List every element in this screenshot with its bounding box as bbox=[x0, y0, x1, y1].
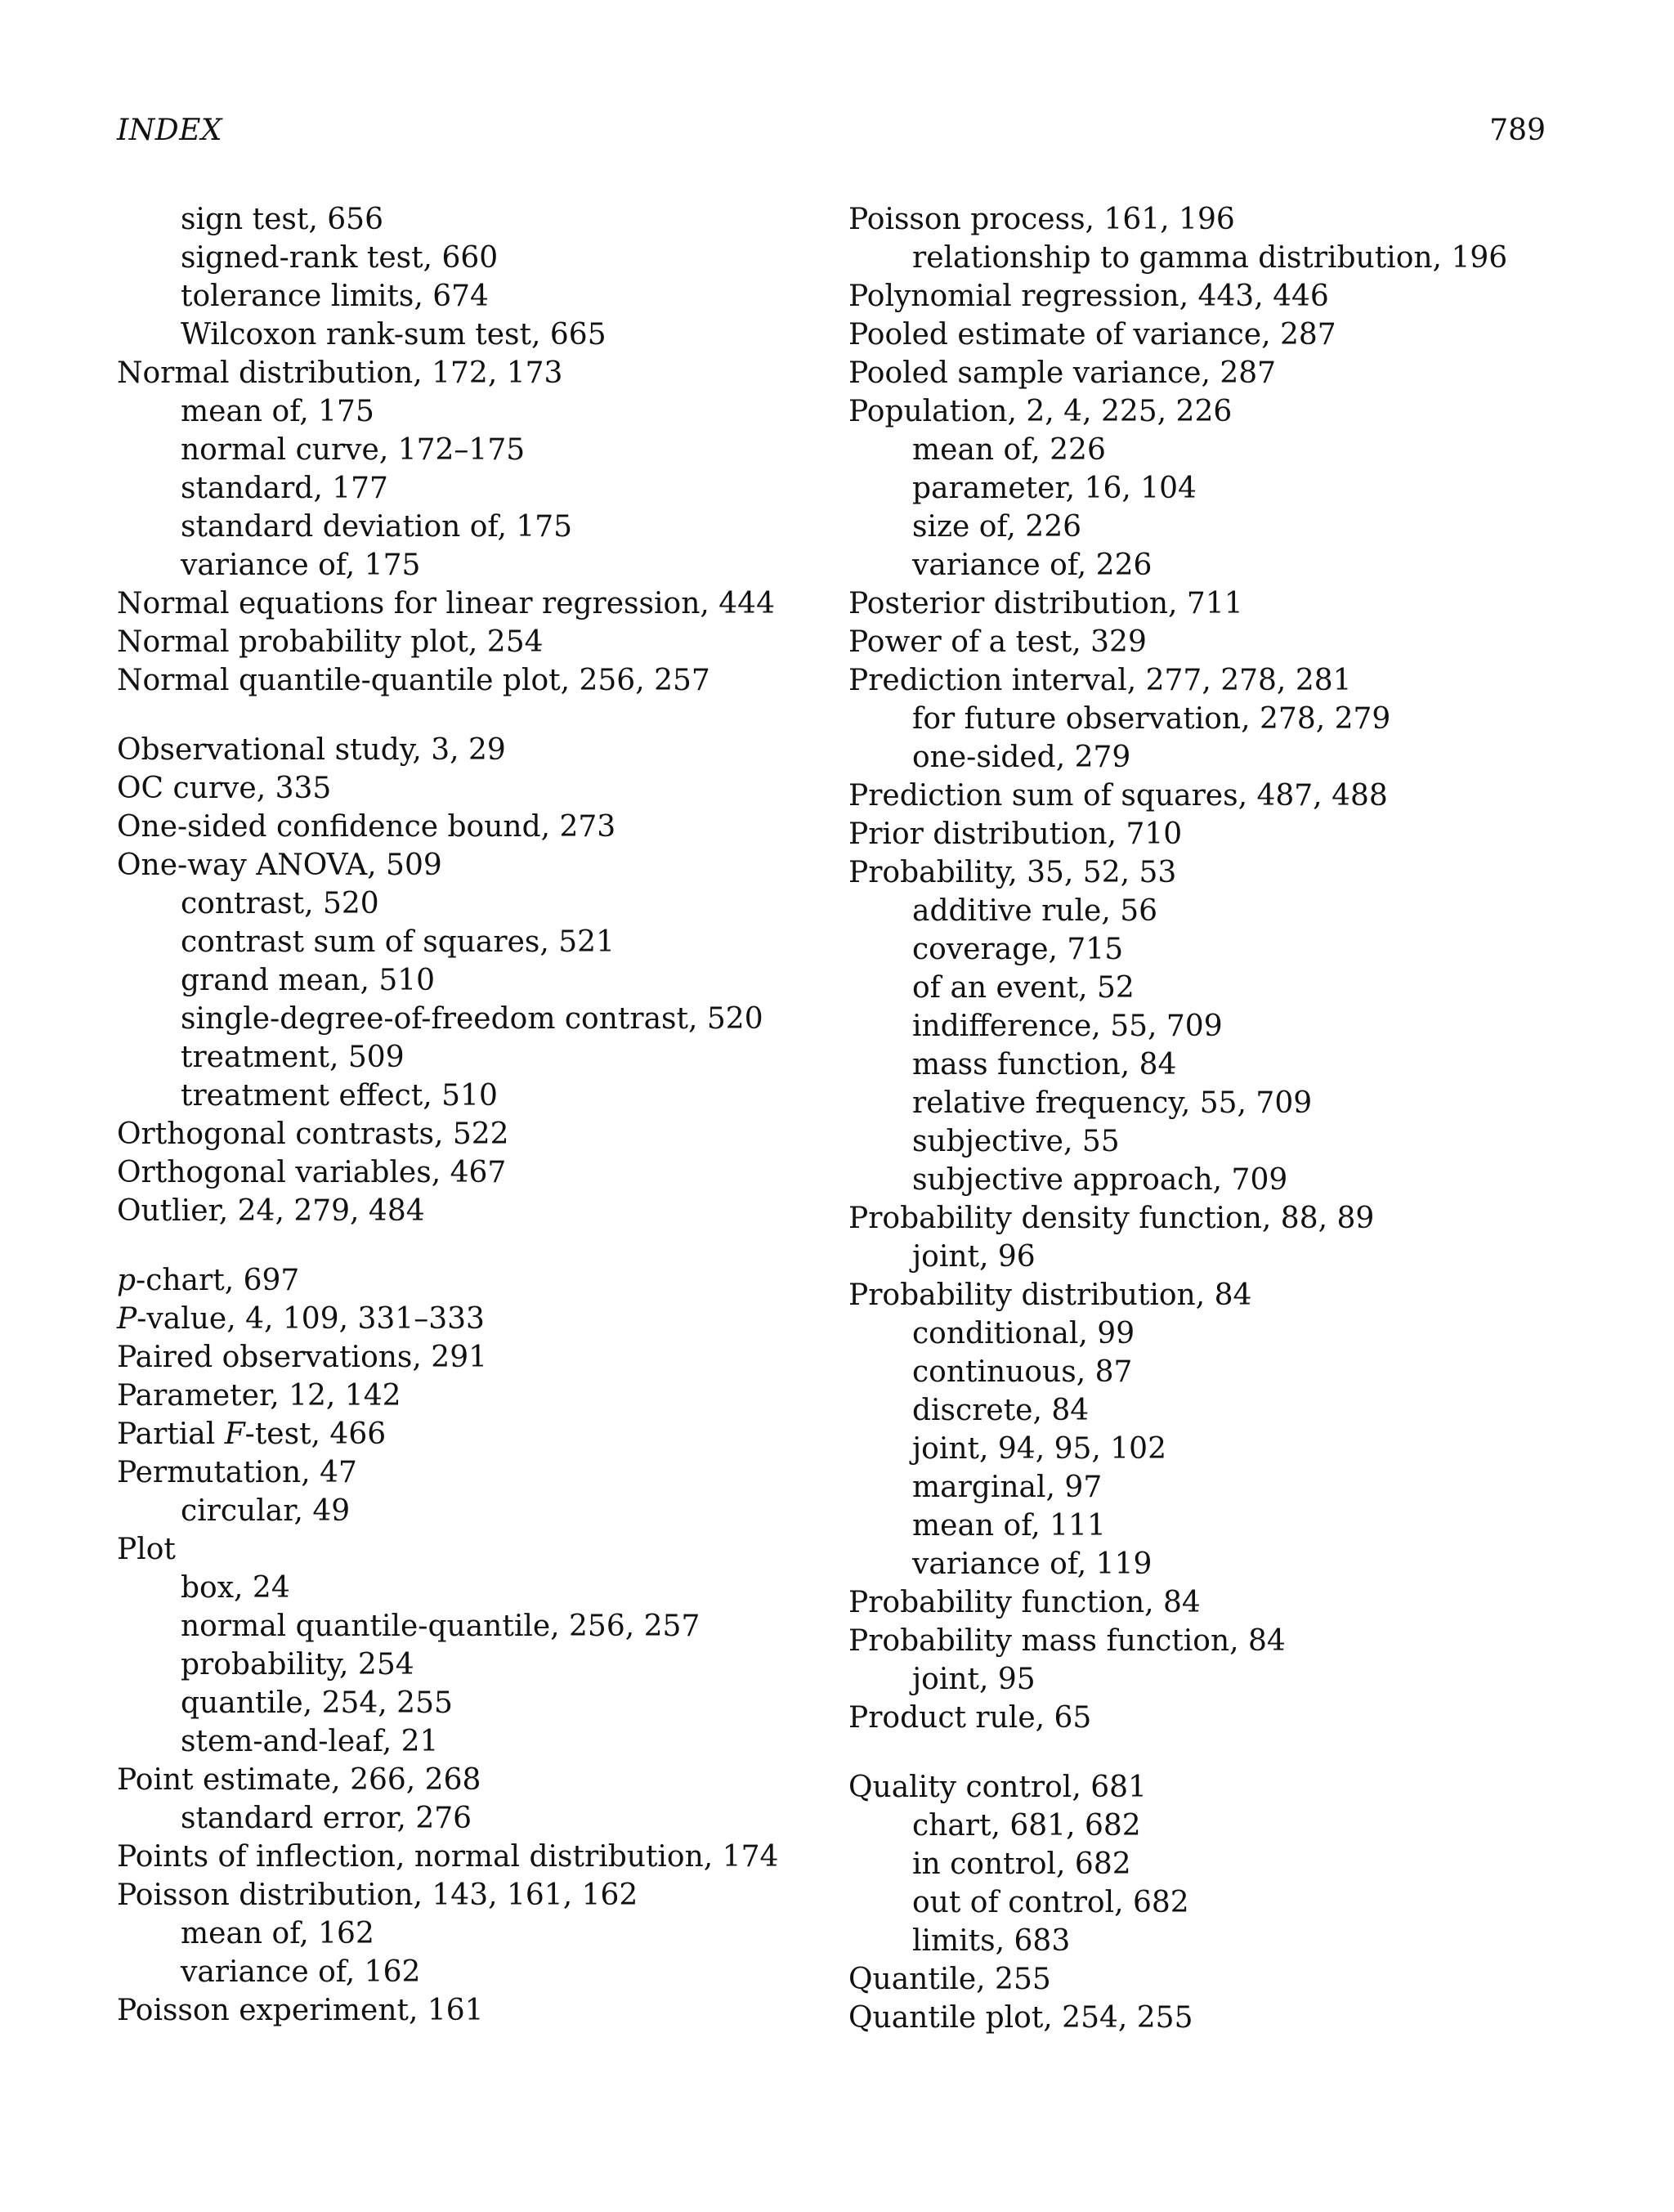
index-subentry: size of, 226 bbox=[912, 510, 1082, 544]
index-entry bbox=[117, 1415, 836, 1453]
index-entry: Probability function, 84 bbox=[848, 1586, 1201, 1619]
index-subentry: standard deviation of, 175 bbox=[181, 510, 573, 544]
index-subentry: standard, 177 bbox=[181, 472, 388, 505]
index-subentry: stem-and-leaf, 21 bbox=[181, 1725, 439, 1758]
index-entry: Normal quantile-quantile plot, 256, 257 bbox=[117, 664, 710, 697]
index-entry: Points of inflection, normal distribution, 174 bbox=[117, 1840, 779, 1874]
index-subentry: signed-rank test, 660 bbox=[181, 241, 499, 275]
index-entry: Polynomial regression, 443, 446 bbox=[848, 280, 1329, 313]
index-subentry: standard error, 276 bbox=[181, 1802, 472, 1835]
index-subentry: relative frequency, 55, 709 bbox=[912, 1086, 1313, 1120]
index-entry: Quantile plot, 254, 255 bbox=[848, 2001, 1193, 2035]
index-subentry: relationship to gamma distribution, 196 bbox=[912, 241, 1508, 275]
index-subentry: normal curve, 172–175 bbox=[181, 433, 526, 467]
index-entry: One-sided confidence bound, 273 bbox=[117, 810, 616, 844]
entry-math-symbol: p bbox=[117, 1264, 137, 1297]
index-entry: Orthogonal variables, 467 bbox=[117, 1156, 507, 1189]
index-subentry: coverage, 715 bbox=[912, 933, 1124, 966]
index-subentry: variance of, 119 bbox=[912, 1547, 1153, 1581]
index-entry: Pooled sample variance, 287 bbox=[848, 356, 1277, 390]
index-entry: Point estimate, 266, 268 bbox=[117, 1763, 481, 1797]
index-entry: Normal distribution, 172, 173 bbox=[117, 356, 563, 390]
index-entry: Poisson process, 161, 196 bbox=[848, 203, 1235, 236]
index-subentry: variance of, 162 bbox=[181, 1955, 421, 1989]
index-entry: Normal probability plot, 254 bbox=[117, 625, 544, 659]
index-subentry: additive rule, 56 bbox=[912, 894, 1158, 928]
index-entry: Population, 2, 4, 225, 226 bbox=[848, 395, 1233, 428]
index-column-left bbox=[117, 200, 836, 2030]
index-subentry: discrete, 84 bbox=[912, 1394, 1090, 1427]
page-number: 789 bbox=[1489, 114, 1546, 147]
index-entry: Parameter, 12, 142 bbox=[117, 1379, 401, 1413]
index-entry: Poisson distribution, 143, 161, 162 bbox=[117, 1878, 638, 1912]
index-entry: Outlier, 24, 279, 484 bbox=[117, 1194, 425, 1228]
index-entry: Prediction interval, 277, 278, 281 bbox=[848, 664, 1352, 697]
index-entry: Observational study, 3, 29 bbox=[117, 733, 506, 767]
index-entry: Plot bbox=[117, 1533, 176, 1566]
index-subentry: normal quantile-quantile, 256, 257 bbox=[181, 1610, 700, 1643]
index-entry: Product rule, 65 bbox=[848, 1701, 1092, 1735]
index-subentry: of an event, 52 bbox=[912, 971, 1135, 1005]
index-subentry: sign test, 656 bbox=[181, 203, 383, 236]
index-entry: Probability mass function, 84 bbox=[848, 1624, 1286, 1658]
index-entry: Posterior distribution, 711 bbox=[848, 587, 1243, 620]
index-subentry: conditional, 99 bbox=[912, 1317, 1135, 1350]
entry-text: -test, 466 bbox=[244, 1417, 387, 1451]
index-subentry: indifference, 55, 709 bbox=[912, 1010, 1223, 1043]
index-subentry: contrast, 520 bbox=[181, 887, 379, 920]
index-subentry: circular, 49 bbox=[181, 1494, 351, 1528]
index-entry: One-way ANOVA, 509 bbox=[117, 849, 442, 882]
index-subentry: in control, 682 bbox=[912, 1847, 1131, 1881]
index-entry bbox=[117, 1300, 836, 1338]
index-subentry: treatment effect, 510 bbox=[181, 1079, 498, 1113]
index-entry: Probability density function, 88, 89 bbox=[848, 1202, 1375, 1235]
index-subentry: Wilcoxon rank-sum test, 665 bbox=[181, 318, 606, 352]
index-subentry: subjective, 55 bbox=[912, 1125, 1120, 1158]
index-entry: Pooled estimate of variance, 287 bbox=[848, 318, 1336, 352]
entry-prefix: Partial bbox=[117, 1417, 225, 1451]
index-entry: Power of a test, 329 bbox=[848, 625, 1147, 659]
index-entry: Orthogonal contrasts, 522 bbox=[117, 1117, 509, 1151]
index-entry: Quality control, 681 bbox=[848, 1771, 1147, 1804]
index-subentry: mean of, 226 bbox=[912, 433, 1106, 467]
index-subentry: treatment, 509 bbox=[181, 1041, 405, 1074]
running-head: INDEX bbox=[117, 114, 222, 147]
index-entry: Prediction sum of squares, 487, 488 bbox=[848, 779, 1388, 813]
index-entry: Probability distribution, 84 bbox=[848, 1278, 1252, 1312]
entry-math-symbol: F bbox=[224, 1417, 245, 1451]
index-subentry: mean of, 111 bbox=[912, 1509, 1106, 1543]
index-subentry: mean of, 162 bbox=[181, 1917, 374, 1950]
index-entry: OC curve, 335 bbox=[117, 772, 332, 805]
index-subentry: out of control, 682 bbox=[912, 1886, 1189, 1919]
index-entry: Permutation, 47 bbox=[117, 1456, 357, 1489]
index-entry bbox=[117, 1261, 836, 1300]
index-subentry: variance of, 226 bbox=[912, 549, 1153, 582]
index-column-right bbox=[848, 200, 1568, 2037]
index-subentry: single-degree-of-freedom contrast, 520 bbox=[181, 1002, 763, 1036]
index-subentry: one-sided, 279 bbox=[912, 741, 1131, 774]
index-subentry: joint, 95 bbox=[912, 1663, 1036, 1696]
index-subentry: mean of, 175 bbox=[181, 395, 374, 428]
index-subentry: quantile, 254, 255 bbox=[181, 1686, 453, 1720]
index-subentry: joint, 94, 95, 102 bbox=[912, 1432, 1166, 1466]
index-subentry: mass function, 84 bbox=[912, 1048, 1177, 1081]
index-entry: Poisson experiment, 161 bbox=[117, 1994, 484, 2027]
index-subentry: limits, 683 bbox=[912, 1924, 1071, 1958]
index-subentry: contrast sum of squares, 521 bbox=[181, 925, 615, 959]
entry-math-symbol: P bbox=[117, 1302, 137, 1336]
index-subentry: subjective approach, 709 bbox=[912, 1163, 1288, 1197]
index-subentry: parameter, 16, 104 bbox=[912, 472, 1197, 505]
entry-text: -value, 4, 109, 331–333 bbox=[137, 1302, 485, 1336]
index-entry: Probability, 35, 52, 53 bbox=[848, 856, 1177, 889]
index-subentry: chart, 681, 682 bbox=[912, 1809, 1141, 1843]
index-subentry: grand mean, 510 bbox=[181, 964, 436, 997]
index-subentry: for future observation, 278, 279 bbox=[912, 702, 1391, 736]
index-subentry: joint, 96 bbox=[912, 1240, 1036, 1274]
index-entry: Quantile, 255 bbox=[848, 1963, 1051, 1996]
index-subentry: variance of, 175 bbox=[181, 549, 421, 582]
index-subentry: box, 24 bbox=[181, 1571, 290, 1605]
index-subentry: continuous, 87 bbox=[912, 1355, 1133, 1389]
index-subentry: probability, 254 bbox=[181, 1648, 414, 1681]
index-entry: Normal equations for linear regression, 444 bbox=[117, 587, 775, 620]
index-entry: Prior distribution, 710 bbox=[848, 817, 1183, 851]
index-subentry: tolerance limits, 674 bbox=[181, 280, 489, 313]
entry-text: -chart, 697 bbox=[136, 1264, 300, 1297]
index-subentry: marginal, 97 bbox=[912, 1471, 1103, 1504]
index-entry: Paired observations, 291 bbox=[117, 1341, 488, 1374]
